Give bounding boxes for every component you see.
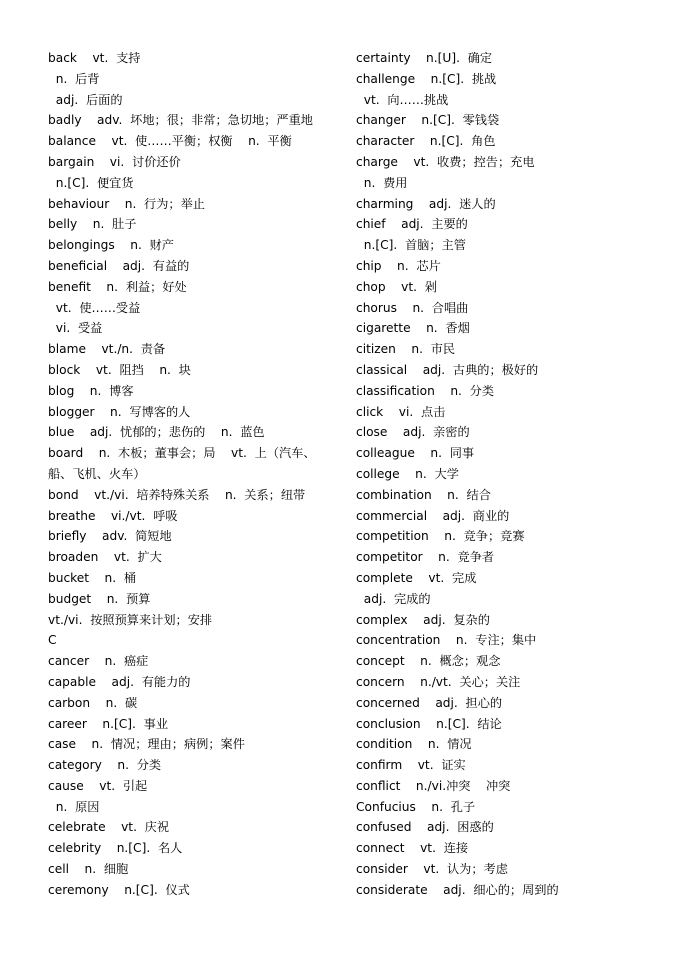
- vocab-entry: vi. 受益: [48, 321, 103, 336]
- vocab-entry: concern n./vt. 关心；关注: [356, 674, 521, 689]
- vocab-entry: chop vt. 剁: [356, 279, 437, 294]
- vocab-entry: ceremony n.[C]. 仪式: [48, 882, 190, 897]
- vocab-entry: blogger n. 写博客的人: [48, 404, 191, 419]
- vocab-entry: concerned adj. 担心的: [356, 695, 503, 710]
- vocab-entry: conflict n./vi.冲突 冲突: [356, 778, 511, 793]
- vocab-entry: considerate adj. 细心的；周到的: [356, 882, 559, 897]
- vocab-entry: connect vt. 连接: [356, 841, 469, 856]
- vocab-entry: certainty n.[U]. 确定: [356, 51, 493, 65]
- left-word-column: [48, 48, 348, 901]
- vocab-entry: n. 费用: [356, 175, 408, 190]
- vocab-entry: chorus n. 合唱曲: [356, 300, 469, 315]
- vocab-entry: n. 原因: [48, 799, 100, 814]
- vocab-entry: concentration n. 专注；集中: [356, 633, 537, 648]
- vocab-entry: confirm vt. 证实: [356, 758, 466, 773]
- vocab-entry: celebrate vt. 庆祝: [48, 820, 170, 835]
- vocab-entry: challenge n.[C]. 挑战: [356, 71, 497, 86]
- vocab-entry: confused adj. 困惑的: [356, 820, 494, 835]
- vocab-entry: close adj. 亲密的: [356, 425, 470, 440]
- vocab-entry: back vt. 支持: [48, 51, 141, 65]
- vocab-entry: Confucius n. 孔子: [356, 799, 476, 814]
- vocab-entry: career n.[C]. 事业: [48, 716, 169, 731]
- vocab-entry: charming adj. 迷人的: [356, 196, 496, 211]
- vocab-entry: n. 后背: [48, 71, 100, 86]
- vocab-entry: celebrity n.[C]. 名人: [48, 841, 183, 856]
- vocab-entry: citizen n. 市民: [356, 342, 456, 357]
- vocab-entry: vt. 向……挑战: [356, 92, 449, 107]
- vocab-entry: chief adj. 主要的: [356, 217, 468, 232]
- vocab-entry: beneficial adj. 有益的: [48, 258, 190, 273]
- vocab-entry: competition n. 竞争；竞赛: [356, 529, 525, 544]
- vocab-entry: complete vt. 完成: [356, 570, 477, 585]
- vocab-entry: budget n. 预算: [48, 591, 151, 606]
- vocab-entry: complex adj. 复杂的: [356, 612, 490, 627]
- vocab-entry: college n. 大学: [356, 466, 459, 481]
- vocab-entry: behaviour n. 行为；举止: [48, 196, 205, 211]
- vocab-entry: n.[C]. 首脑；主管: [356, 238, 466, 253]
- vocab-entry: competitor n. 竞争者: [356, 550, 495, 565]
- vocab-entry: combination n. 结合: [356, 487, 491, 502]
- vocab-entry: classical adj. 古典的；极好的: [356, 362, 539, 377]
- vocab-entry: chip n. 芯片: [356, 258, 441, 273]
- vocab-entry: changer n.[C]. 零钱袋: [356, 113, 500, 128]
- vocab-entry: cell n. 细胞: [48, 862, 129, 877]
- vocab-entry: classification n. 分类: [356, 383, 495, 398]
- vocab-entry: board n. 木板；董事会；局 vt. 上（汽车、: [48, 446, 316, 461]
- vocab-entry: concept n. 概念；观念: [356, 654, 501, 669]
- right-word-column: [356, 48, 656, 901]
- vocab-entry: adj. 后面的: [48, 92, 123, 107]
- vocab-entry: character n.[C]. 角色: [356, 134, 496, 149]
- vocab-entry: cigarette n. 香烟: [356, 321, 470, 336]
- vocab-entry: broaden vt. 扩大: [48, 550, 162, 565]
- vocab-entry: conclusion n.[C]. 结论: [356, 716, 502, 731]
- vocab-entry: bond vt./vi. 培养特殊关系 n. 关系；纽带: [48, 487, 306, 502]
- vocab-entry: commercial adj. 商业的: [356, 508, 510, 523]
- vocab-entry: charge vt. 收费；控告；充电: [356, 154, 535, 169]
- vocab-entry: colleague n. 同事: [356, 446, 475, 461]
- vocab-entry: badly adv. 坏地；很；非常；急切地；严重地: [48, 113, 313, 128]
- vocab-entry: carbon n. 碳: [48, 695, 138, 710]
- vocab-entry: condition n. 情况: [356, 737, 472, 752]
- vocab-entry: vt. 使……受益: [48, 300, 141, 315]
- vocab-entry: belly n. 肚子: [48, 217, 137, 232]
- vocab-entry: balance vt. 使……平衡；权衡 n. 平衡: [48, 134, 292, 149]
- vocab-entry: n.[C]. 便宜货: [48, 175, 134, 190]
- vocab-entry: adj. 完成的: [356, 591, 431, 606]
- vocab-entry: bargain vi. 讨价还价: [48, 154, 181, 169]
- vocab-entry: blog n. 博客: [48, 383, 134, 398]
- vocab-entry: block vt. 阻挡 n. 块: [48, 362, 191, 377]
- vocab-entry: click vi. 点击: [356, 404, 446, 419]
- vocab-entry: bucket n. 桶: [48, 570, 137, 585]
- vocab-entry: C: [48, 633, 57, 648]
- vocab-entry: capable adj. 有能力的: [48, 674, 191, 689]
- vocab-entry: 船、飞机、火车）: [48, 466, 146, 481]
- vocab-entry: belongings n. 财产: [48, 238, 174, 253]
- vocab-entry: category n. 分类: [48, 758, 162, 773]
- vocab-entry: case n. 情况；理由；病例；案件: [48, 737, 245, 752]
- vocab-entry: cancer n. 癌症: [48, 654, 149, 669]
- vocab-entry: benefit n. 利益；好处: [48, 279, 187, 294]
- vocab-entry: briefly adv. 简短地: [48, 529, 172, 544]
- vocab-entry: vt./vi. 按照预算来计划；安排: [48, 612, 213, 627]
- vocab-entry: breathe vi./vt. 呼吸: [48, 508, 178, 523]
- vocab-entry: blame vt./n. 责备: [48, 342, 166, 357]
- vocab-entry: blue adj. 忧郁的；悲伤的 n. 蓝色: [48, 425, 265, 440]
- vocab-entry: cause vt. 引起: [48, 778, 148, 793]
- vocab-entry: consider vt. 认为；考虑: [356, 862, 508, 877]
